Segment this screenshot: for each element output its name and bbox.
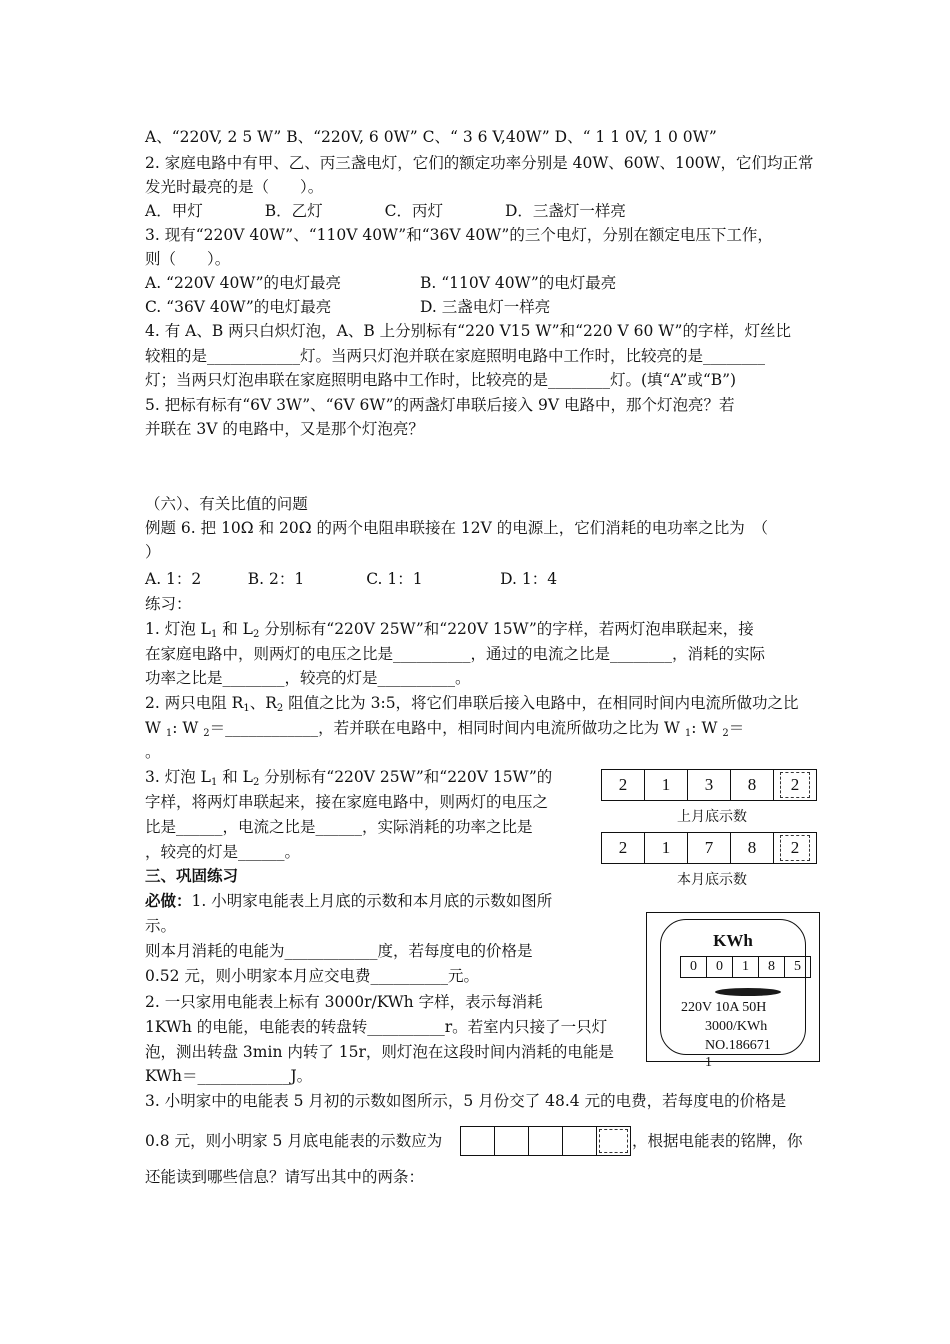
example-6: 例题 6. 把 10Ω 和 20Ω 的两个电阻串联接在 12V 的电源上，它们消耗的电功率之比为 （: [145, 519, 769, 537]
electric-meter: [646, 912, 820, 1070]
q3-text-cont: 则（ ）。: [145, 250, 231, 268]
digit: 1: [645, 833, 688, 863]
required-3-cont2: 还能读到哪些信息？请写出其中的两条：: [145, 1168, 425, 1186]
required-1: 必做：1. 小明家电能表上月底的示数和本月底的示数如图所: [145, 891, 553, 910]
practice-3-cont: 字样，将两灯串联起来，接在家庭电路中，则两灯的电压之: [145, 793, 549, 811]
digit: 1: [645, 770, 688, 800]
decimal-digit-cell: [774, 770, 816, 800]
digit: 8: [731, 833, 774, 863]
q3-option-b: B. “110V 40W”的电灯最亮: [420, 274, 617, 292]
rotating-disk-icon: [715, 988, 781, 996]
last-month-caption: 上月底示数: [677, 809, 747, 825]
decimal-digit: 2: [780, 772, 810, 798]
meter-digits: [680, 956, 811, 978]
required-1-cont: 示。: [145, 917, 177, 935]
consolidation-heading: 三、巩固练习: [145, 866, 239, 885]
required-1-cont3: 0.52 元，则小明家本月应交电费__________元。: [145, 967, 479, 985]
meter-unit: KWh: [713, 931, 753, 950]
digit: 1: [733, 957, 759, 977]
q4-text-cont: 较粗的是____________灯。当两只灯泡并联在家庭照明电路中工作时，比较亮的是________: [145, 347, 766, 365]
decimal-digit: 2: [780, 835, 810, 861]
answer-decimal-box[interactable]: [597, 1127, 630, 1155]
example-6-options: A. 1：2 B. 2：1 C. 1：1 D. 1：4: [145, 570, 558, 588]
section-heading: （六）、有关比值的问题: [145, 495, 308, 513]
meter-rating: 220V 10A 50H: [681, 1000, 767, 1015]
digit: 5: [794, 959, 801, 974]
practice-1-cont: 在家庭电路中，则两灯的电压之比是__________，通过的电流之比是________，消耗的实际: [145, 645, 766, 663]
q3-text: 3. 现有“220V 40W”、“110V 40W”和“36V 40W”的三个电灯，分别在额定电压下工作，: [145, 226, 773, 244]
digit: 0: [681, 957, 707, 977]
required-2-cont: 1KWh 的电能，电能表的转盘转__________r。若室内只接了一只灯: [145, 1018, 608, 1036]
digit: 3: [688, 770, 731, 800]
answer-box[interactable]: [529, 1127, 563, 1155]
decimal-marker: [599, 1129, 628, 1153]
example-6-cont: ）: [145, 543, 161, 561]
q3-option-c: C. “36V 40W”的电灯最亮: [145, 298, 332, 316]
q2-text: 2. 家庭电路中有甲、乙、丙三盏电灯，它们的额定功率分别是 40W、60W、100W，它们均正常: [145, 154, 814, 172]
practice-2-cont: W $_1$: W $_2$＝____________，若并联在电路中，相同时间内电流所做功之比为 W $_1$: W $_2$＝: [145, 719, 745, 739]
practice-1-cont2: 功率之比是________，较亮的灯是__________。: [145, 669, 471, 687]
required-1-cont2: 则本月消耗的电能为____________度，若每度电的价格是: [145, 942, 533, 960]
required-3: 3. 小明家中的电能表 5 月初的示数如图所示，5 月份交了 48.4 元的电费，若每度电的价格是: [145, 1092, 787, 1110]
answer-digit-boxes[interactable]: [460, 1126, 631, 1156]
q3-option-d: D. 三盏电灯一样亮: [420, 298, 551, 316]
meter-constant: 3000/KWh: [705, 1019, 768, 1034]
digit: 8: [759, 957, 785, 977]
q1-options: A、“220V, 2 5 W” B、“220V, 6 0W” C、“ 3 6 V,40W” D、“ 1 1 0V, 1 0 0W”: [145, 128, 717, 146]
q5-text-cont: 并联在 3V 的电路中，又是那个灯泡亮？: [145, 420, 424, 438]
digit: 2: [602, 770, 645, 800]
this-month-reading: [601, 832, 817, 864]
decimal-digit-cell: [774, 833, 816, 863]
q2-text-cont: 发光时最亮的是（ ）。: [145, 178, 324, 196]
digit: 7: [688, 833, 731, 863]
required-3-cont-tail: ，根据电能表的铭牌，你: [632, 1132, 803, 1150]
q4-text-cont2: 灯；当两只灯泡串联在家庭照明电路中工作时，比较亮的是________灯。(填“A”或“B”): [145, 371, 737, 389]
required-2-cont2: 泡，测出转盘 3min 内转了 15r，则灯泡在这段时间内消耗的电能是: [145, 1043, 614, 1061]
practice-1: 1. 灯泡 $L_1$ 和 $L_2$ 分别标有“220V 25W”和“220V 15W”的字样，若两灯泡串联起来，接: [145, 620, 754, 640]
last-month-reading: [601, 769, 817, 801]
digit: 0: [707, 957, 733, 977]
this-month-caption: 本月底示数: [677, 872, 747, 888]
q3-option-a: A. “220V 40W”的电灯最亮: [145, 274, 342, 292]
practice-3-cont2: 比是______，电流之比是______，实际消耗的功率之比是: [145, 818, 533, 836]
practice-2: 2. 两只电阻 $R_1$、$R_2$ 阻值之比为 3:5，将它们串联后接入电路中，在相同时间内电流所做功之比: [145, 694, 799, 714]
digit: 2: [602, 833, 645, 863]
meter-serial-wrap: 1: [705, 1055, 712, 1070]
q2-options: A．甲灯 B．乙灯 C．丙灯 D．三盏灯一样亮: [145, 202, 626, 220]
answer-box[interactable]: [495, 1127, 529, 1155]
q4-text: 4. 有 A、B 两只白炽灯泡，A、B 上分别标有“220 V15 W”和“220 V 60 W”的字样，灯丝比: [145, 322, 791, 340]
required-2-cont3: KWh＝____________J。: [145, 1067, 313, 1085]
answer-box[interactable]: [563, 1127, 597, 1155]
practice-3-cont3: ，较亮的灯是______。: [145, 843, 301, 861]
meter-serial: NO.186671: [705, 1038, 771, 1053]
practice-3: 3. 灯泡 $L_1$ 和 $L_2$ 分别标有“220V 25W”和“220V 15W”的: [145, 768, 553, 788]
digit: 8: [731, 770, 774, 800]
required-3-cont: 0.8 元，则小明家 5 月底电能表的示数应为: [145, 1132, 443, 1150]
answer-box[interactable]: [461, 1127, 495, 1155]
q5-text: 5. 把标有标有“6V 3W”、“6V 6W”的两盏灯串联后接入 9V 电路中，那个灯泡亮？若: [145, 396, 735, 414]
practice-label: 练习：: [145, 595, 192, 613]
practice-2-cont2: 。: [145, 743, 161, 761]
required-2: 2. 一只家用电能表上标有 3000r/KWh 字样，表示每消耗: [145, 993, 543, 1011]
